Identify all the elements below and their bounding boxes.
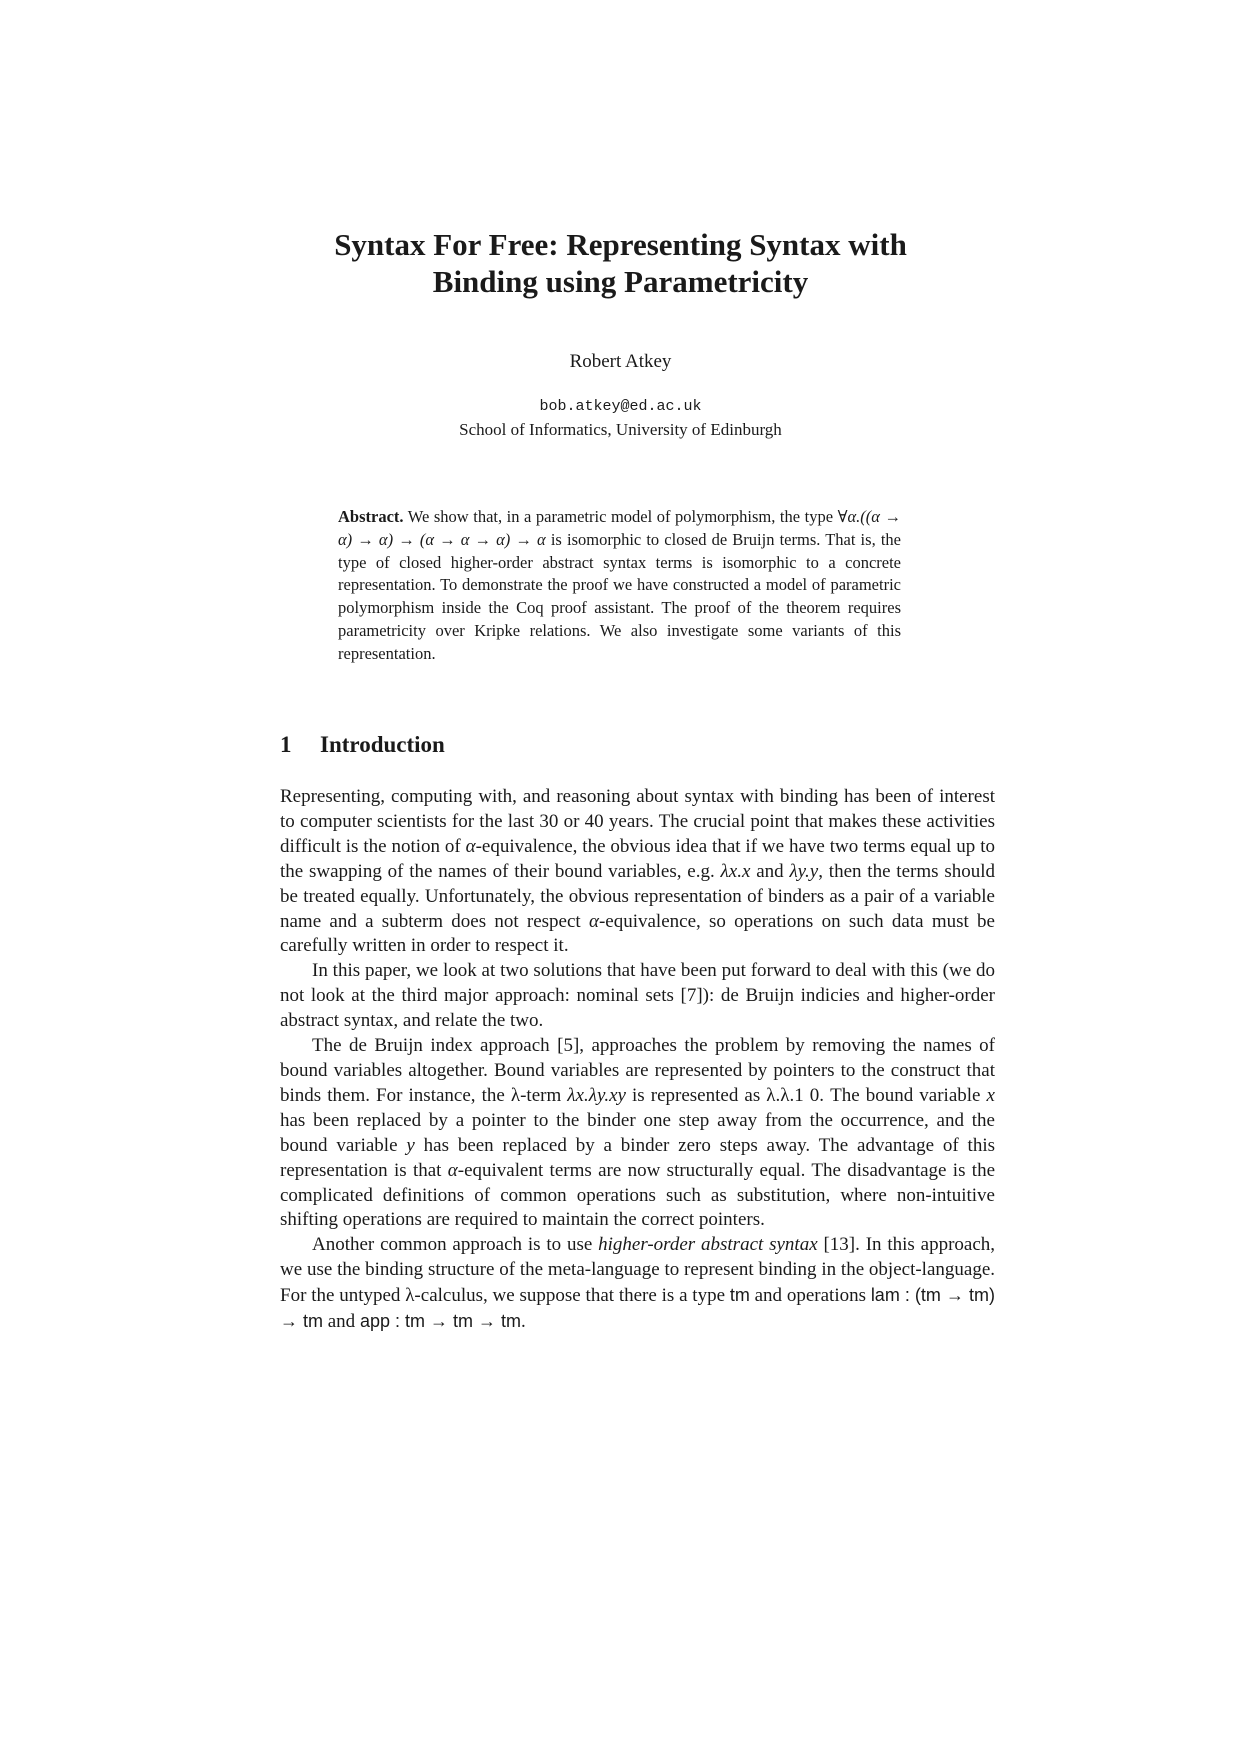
p3-var-x: x <box>986 1084 995 1106</box>
p1-text-e: -equivalence, so operations on such data must be carefully written in order to respect it. <box>280 910 995 957</box>
p4-text-a: Another common approach is to use <box>312 1234 599 1256</box>
paragraph-4 <box>280 1233 995 1335</box>
abstract-label: Abstract. <box>338 507 404 526</box>
title-line-2: Binding using Parametricity <box>432 264 809 299</box>
author-name: Robert Atkey <box>569 351 672 372</box>
abstract-formula: ∀α.((α → α) → α) → (α → α → α) → α <box>338 507 901 549</box>
p1-alpha-2: α <box>588 910 599 932</box>
abstract-text-a: We show that, in a parametric model of polymorphism, the type <box>403 507 838 526</box>
p4-text-e: . <box>520 1311 526 1333</box>
p1-term-2: λy.y <box>789 860 819 882</box>
p3-text-a: The de Bruijn index approach [5], approaches the problem by removing the names of bound variables altogether. Bound variables are represented by pointers to the construct that binds them. For instance, the λ-term <box>280 1035 995 1106</box>
p1-text-a: Representing, computing with, and reasoning about syntax with binding has been of interest to computer scientists for the last 30 or 40 years. The crucial point that makes these activities difficult is the notion of <box>280 786 995 857</box>
p4-text-b: [13]. In this approach, we use the binding structure of the meta-language to represent binding in the object-language. For the untyped λ-calculus, we suppose that there is a type <box>280 1234 996 1307</box>
title-line-1: Syntax For Free: Representing Syntax with <box>334 227 907 262</box>
p4-text-d: and <box>323 1311 360 1333</box>
abstract-text-b: is isomorphic to closed de Bruijn terms. That is, the type of closed higher-order abstract syntax terms is isomorphic to a concrete representation. To demonstrate the proof we have constructed a model of parametric polymorphism inside the Coq proof assistant. The proof of the theorem requires parametricity over Kripke relations. We also investigate some variants of this representation. <box>338 529 901 663</box>
p4-type-tm: tm <box>729 1285 750 1306</box>
paragraph-3 <box>280 1034 995 1233</box>
p1-text-c: and <box>750 860 790 882</box>
p3-var-y: y <box>406 1134 415 1156</box>
p1-term-1: λx.x <box>720 860 751 882</box>
section-number: 1 <box>280 732 292 757</box>
p4-text-c: and operations <box>749 1285 871 1307</box>
p1-text-d: , then the terms should be treated equally. Unfortunately, the obvious representation of binders as a pair of a variable name and a subterm does not respect <box>280 860 995 932</box>
author-email: bob.atkey@ed.ac.uk <box>539 398 702 415</box>
paragraph-1 <box>280 785 995 959</box>
p3-text-d: has been replaced by a binder zero steps away. The advantage of this representation is that <box>280 1134 996 1181</box>
paper-title <box>250 226 991 300</box>
abstract <box>338 506 901 666</box>
p3-alpha: α <box>447 1159 458 1181</box>
p1-alpha-1: α <box>465 835 476 857</box>
p3-term: λx.λy.xy <box>567 1084 626 1106</box>
p3-text-e: -equivalent terms are now structurally equal. The disadvantage is the complicated definitions of common operations such as substitution, where non-intuitive shifting operations are required to maintain the correct pointers. <box>280 1159 996 1231</box>
p4-lam-signature: lam : (tm → tm) → tm <box>280 1285 996 1332</box>
author-affiliation: School of Informatics, University of Edinburgh <box>459 420 782 439</box>
p1-text-b: -equivalence, the obvious idea that if we have two terms equal up to the swapping of the names of their bound variables, e.g. <box>280 835 995 882</box>
paragraph-2: In this paper, we look at two solutions that have been put forward to deal with this (we do not look at the third major approach: nominal sets [7]): de Bruijn indicies and higher-order abstract syntax, and relate the two. <box>280 960 995 1032</box>
p3-text-c: has been replaced by a pointer to the binder one step away from the occurrence, and the bound variable <box>280 1109 995 1156</box>
p4-app-signature: app : tm → tm → tm <box>359 1311 521 1332</box>
introduction-body <box>280 785 995 1335</box>
section-heading <box>280 731 445 759</box>
section-title: Introduction <box>320 732 445 757</box>
p4-emphasis: higher-order abstract syntax <box>598 1234 818 1256</box>
p3-text-b: is represented as λ.λ.1 0. The bound variable <box>625 1084 987 1106</box>
